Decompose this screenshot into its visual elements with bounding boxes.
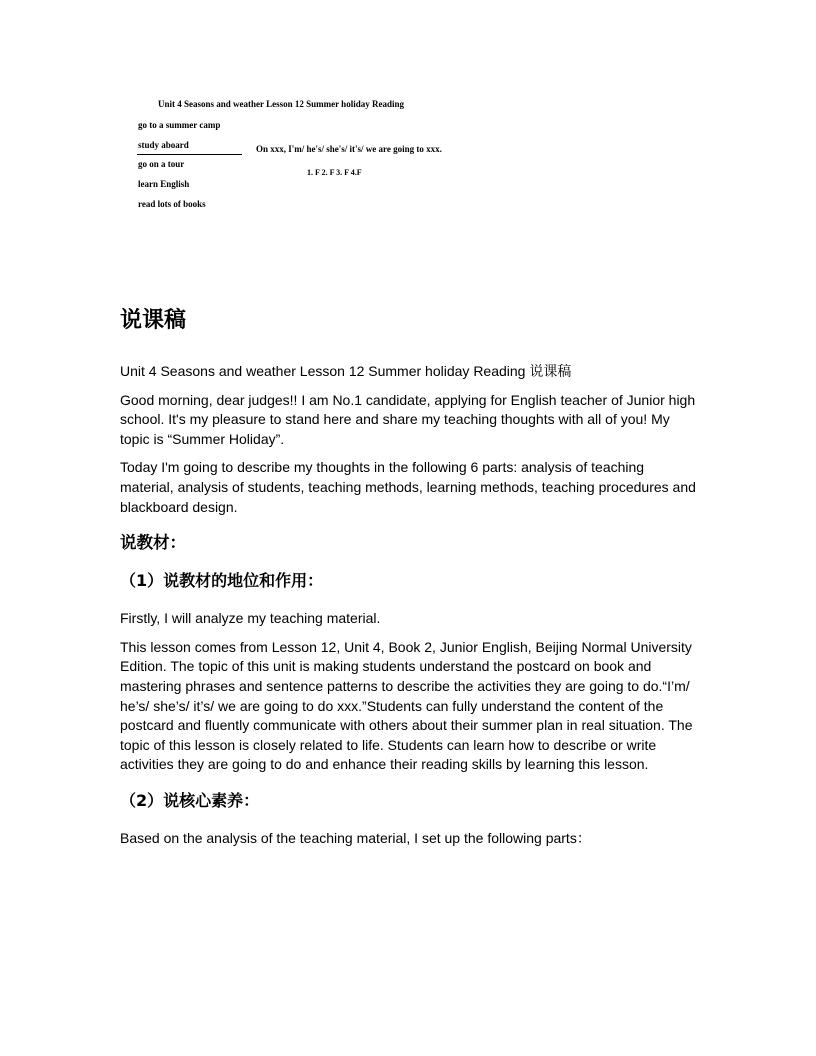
blackboard-underline bbox=[137, 154, 242, 155]
based-on-paragraph: Based on the analysis of the teaching material, I set up the following parts： bbox=[120, 829, 591, 846]
subsection-heading-core-literacy: （2）说核心素养： bbox=[120, 790, 260, 810]
lesson-description-paragraph: This lesson comes from Lesson 12, Unit 4, Book 2, Junior English, Beijing Normal University Edition. The topic of this unit is making students understand the postcard on book and mastering phrases and sentence patterns to describe the activities they are going to do.“I’m/ he’s/ she’s/ it’s/ we are going to do xxx.”Students can fully understand the content of the postcard and fluently communicate with others about their summer plan in real situation. The topic of this lesson is closely related to life. Students can learn how to describe or write activities they are going to do and enhance their reading skills by learning this lesson. bbox=[120, 638, 693, 773]
blackboard-phrase: read lots of books bbox=[138, 199, 206, 209]
blackboard-phrase: learn English bbox=[138, 179, 190, 189]
blackboard-title: Unit 4 Seasons and weather Lesson 12 Summer holiday Reading bbox=[158, 99, 404, 109]
overview-paragraph: Today I'm going to describe my thoughts in the following 6 parts: analysis of teaching material, analysis of students, teaching methods, learning methods, teaching procedures and blackboard design. bbox=[120, 459, 696, 515]
blackboard-phrase: study aboard bbox=[138, 140, 189, 150]
blackboard-phrase: go to a summer camp bbox=[138, 120, 221, 130]
blackboard-phrase: go on a tour bbox=[138, 159, 185, 169]
doc-subtitle: Unit 4 Seasons and weather Lesson 12 Summer holiday Reading 说课稿 bbox=[120, 363, 572, 379]
greeting-paragraph: Good morning, dear judges!! I am No.1 candidate, applying for English teacher of Junior high school. It's my pleasure to stand here and share my teaching thoughts with all of you! My topic is “Summer Holiday”. bbox=[120, 391, 696, 447]
document-body bbox=[120, 300, 700, 858]
doc-heading: 说课稿 bbox=[120, 308, 187, 333]
blackboard-answers: 1. F 2. F 3. F 4.F bbox=[307, 168, 362, 177]
subsection-heading-role: （1）说教材的地位和作用： bbox=[120, 571, 324, 591]
firstly-paragraph: Firstly, I will analyze my teaching material. bbox=[120, 610, 381, 627]
section-heading-material: 说教材： bbox=[120, 533, 186, 553]
blackboard-design-image bbox=[0, 0, 816, 230]
blackboard-sentence-pattern: On xxx, I'm/ he's/ she's/ it's/ we are going to xxx. bbox=[256, 144, 442, 154]
